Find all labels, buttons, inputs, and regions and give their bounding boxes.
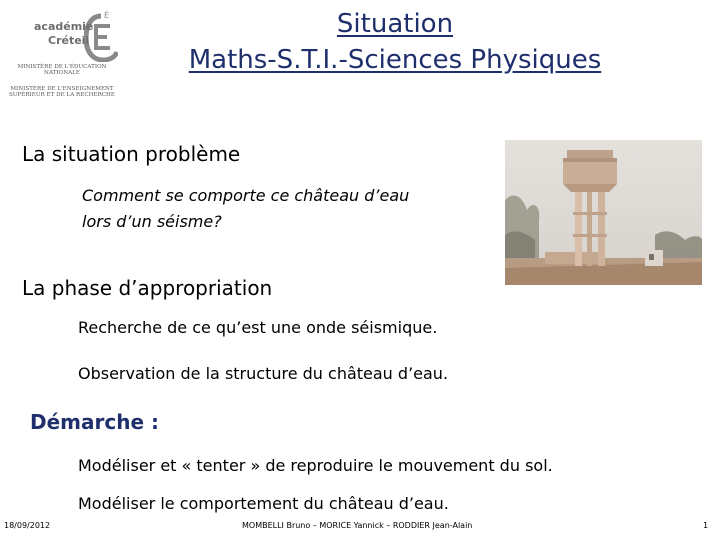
footer-page-number: 1: [703, 521, 709, 530]
logo-ministry-research: MINISTÈRE DE L'ENSEIGNEMENT SUPÉRIEUR ET DE LA RECHERCHE: [8, 86, 116, 99]
logo-mark-letter: É: [104, 11, 110, 20]
logo-brand-line2: Créteil: [48, 34, 90, 47]
appropriation-item2: Observation de la structure du château d’eau.: [78, 364, 449, 383]
title-line1: Situation: [336, 9, 454, 39]
appropriation-heading: La phase d’appropriation: [22, 276, 273, 300]
water-tower-photo: [505, 140, 702, 285]
demarche-item1: Modéliser et « tenter » de reproduire le mouvement du sol.: [78, 456, 553, 475]
slide-title: [130, 6, 660, 78]
demarche-item2: Modéliser le comportement du château d’eau.: [78, 494, 449, 513]
title-line2: Maths-S.T.I.-Sciences Physiques: [188, 45, 602, 75]
academy-logo: [6, 4, 118, 108]
situation-question-line1: Comment se comporte ce château d’eau: [82, 186, 410, 205]
appropriation-item1: Recherche de ce qu’est une onde séismique.: [78, 318, 438, 337]
footer-date: 18/09/2012: [4, 521, 51, 530]
situation-heading: La situation problème: [22, 142, 241, 166]
footer-authors: MOMBELLI Bruno – MORICE Yannick – RODDIER Jean-Alain: [242, 521, 473, 530]
logo-ministry-education: MINISTÈRE DE L'ÉDUCATION NATIONALE: [17, 64, 107, 77]
logo-brand-line1: académie: [34, 20, 94, 33]
demarche-heading: Démarche :: [30, 410, 159, 434]
situation-question-line2: lors d’un séisme?: [82, 212, 222, 231]
